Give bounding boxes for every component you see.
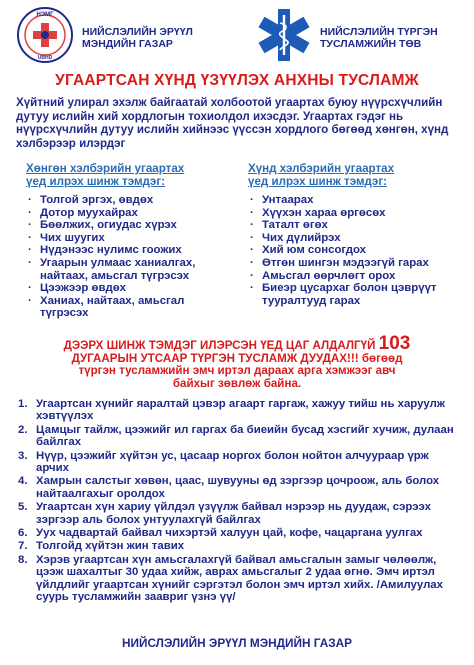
step-number: 1. xyxy=(18,398,28,410)
list-item: · Хүүхэн хараа өргөсөх xyxy=(248,207,458,220)
list-item xyxy=(14,475,464,500)
list-item: · Нүдэнээс нулимс гоожих xyxy=(26,244,226,257)
list-item: · Чих шуугих xyxy=(26,232,226,245)
list-item: · Дотор муухайрах xyxy=(26,207,226,220)
list-item: · Ханиах, найтаах, амьсгал түгрэсэх xyxy=(26,295,226,320)
list-item xyxy=(14,540,464,552)
mild-symptoms-section xyxy=(26,162,226,320)
alert-line4: байхыг зөвлөж байна. xyxy=(172,376,302,390)
list-item: · Цээжээр өвдөх xyxy=(26,282,226,295)
alert-line1-text: ДЭЭРХ ШИНЖ ТЭМДЭГ ИЛЭРСЭН ҮЕД ЦАГ АЛДАЛГҮЙ xyxy=(63,339,376,352)
step-number: 2. xyxy=(18,423,28,436)
page-title: УГААРТСАН ХҮНД ҮЗҮҮЛЭХ АНХНЫ ТУСЛАМЖ xyxy=(55,72,419,89)
list-item: · Бөөлжих, огиудас хүрэх xyxy=(26,219,226,232)
first-aid-steps xyxy=(14,398,464,605)
list-item xyxy=(14,424,464,449)
step-number: 3. xyxy=(18,449,28,462)
left-org-line2: МЭНДИЙН ГАЗАР xyxy=(82,38,173,50)
list-item: · Хий юм сонсогдох xyxy=(248,244,458,257)
list-item xyxy=(14,554,464,604)
step-number: 5. xyxy=(18,501,28,514)
list-item: · Унтаарах xyxy=(248,194,458,207)
health-department-logo-icon xyxy=(16,6,74,64)
step-text: Уух чадвартай байвал чихэртэй халуун цай, кофе, чацаргана уулгах xyxy=(36,527,423,540)
list-item xyxy=(14,501,464,526)
footer-org-name: НИЙСЛЭЛИЙН ЭРҮҮЛ МЭНДИЙН ГАЗАР xyxy=(121,636,353,650)
severe-symptoms-section xyxy=(248,162,458,307)
list-item xyxy=(14,527,464,539)
step-text: Хамрын салстыг хөвөн, цаас, шувууны өд зэргээр цочроож, аль болох найтаалгахыг оролдох xyxy=(36,475,440,500)
mild-heading-line1: Хөнгөн хэлбэрийн угаартах xyxy=(26,162,185,175)
mild-symptoms-list xyxy=(26,194,226,320)
severe-heading-line2: үед илрэх шинж тэмдэг: xyxy=(248,175,388,188)
step-number: 4. xyxy=(18,475,28,488)
severe-symptoms-list xyxy=(248,194,458,307)
star-of-life-icon xyxy=(256,6,312,64)
mild-symptoms-heading xyxy=(26,162,226,188)
alert-line2: ДУГААРЫН УТСААР ТҮРГЭН ТУСЛАМЖ ДУУДАХ!!! бөгөөд xyxy=(71,351,403,365)
list-item: · Таталт өгөх xyxy=(248,219,458,232)
step-text: Цамцыг тайлж, цээжийг ил гаргах ба биеийн бусад хэсгийг хучиж, дулаан байлгах xyxy=(36,423,454,449)
left-logo-text: НЭМГ xyxy=(36,12,54,18)
alert-line3: түргэн тусламжийн эмч иртэл дараах арга хэмжээг авч xyxy=(78,364,396,378)
right-org-line2: ТУСЛАМЖИЙН ТӨВ xyxy=(320,38,422,50)
list-item: · Толгой эргэх, өвдөх xyxy=(26,194,226,207)
right-org-line1: НИЙСЛЭЛИЙН ТҮРГЭН xyxy=(320,26,438,38)
header xyxy=(0,0,474,70)
step-text: Угаартсан хүнийг яаралтай цэвэр агаарт гаргаж, хажуу тийш нь харуулж хэвтүүлэх xyxy=(36,398,445,423)
list-item: · Угаарын улмаас ханиалгах, найтаах, амьсгал түгрэсэх xyxy=(26,257,226,282)
list-item: · Чих дүлийрэх xyxy=(248,232,458,245)
mild-heading-line2: үед илрэх шинж тэмдэг: xyxy=(26,175,166,188)
step-number: 6. xyxy=(18,527,28,540)
step-text: Нүүр, цээжийг хүйтэн ус, цасаар норгох болон нойтон алчуураар үрж арчих xyxy=(36,449,429,475)
list-item: · Өтгөн шингэн мэдээгүй гарах xyxy=(248,257,458,270)
step-number: 8. xyxy=(18,553,28,566)
alert-line1 xyxy=(14,333,460,354)
left-org-line1: НИЙСЛЭЛИЙН ЭРҮҮЛ xyxy=(82,26,193,38)
right-org-name xyxy=(320,26,438,50)
severe-symptoms-heading xyxy=(248,162,458,188)
emergency-alert xyxy=(14,333,460,390)
list-item: · Амьсгал өөрчлөгт орох xyxy=(248,270,458,283)
emergency-number: 103 xyxy=(378,333,411,354)
step-text: Толгойд хүйтэн жин тавих xyxy=(36,540,185,553)
list-item xyxy=(14,398,464,423)
intro-paragraph: Хүйтний улирал эхэлж байгаатай холбоотой угаартах буюу нүүрсхүчлийн дутуу ислийн хий хордлогын тохиолдол ихэсдэг. Угаартах гэдэг нь нүүрсхүчлийн дутуу ислийн хийнээс үүссэн хордлого бөгөөд хөнгөн, хүнд хэлбэрээр илэрдэг xyxy=(16,96,449,150)
left-org-name xyxy=(82,26,193,50)
left-logo-subtext: UBHD xyxy=(37,55,53,61)
list-item: · Биеэр цусархаг болон цэврүүт тууралтууд гарах xyxy=(248,282,458,307)
step-text: Хэрэв угаартсан хүн амьсгалахгүй байвал амьсгалын замыг чөлөөлж, цээж шахалтыг 30 удаа хийж, аврах амьсгалыг 2 удаа өгнө. Эмч иртэл үйлдлийг угаартсан хүнийг сэргэтэл болон эмч иртэл хийх. /Амилуулах суурь тусламжийн заавриг үзнэ үү/ xyxy=(36,553,443,604)
step-number: 7. xyxy=(18,540,28,553)
step-text: Угаартсан хүн хариу үйлдэл үзүүлж байвал нэрээр нь дуудаж, сэрээх зэргээр аль болох унтуулахгүй байлгах xyxy=(36,501,431,526)
severe-heading-line1: Хүнд хэлбэрийн угаартах xyxy=(248,162,395,175)
list-item xyxy=(14,450,464,475)
